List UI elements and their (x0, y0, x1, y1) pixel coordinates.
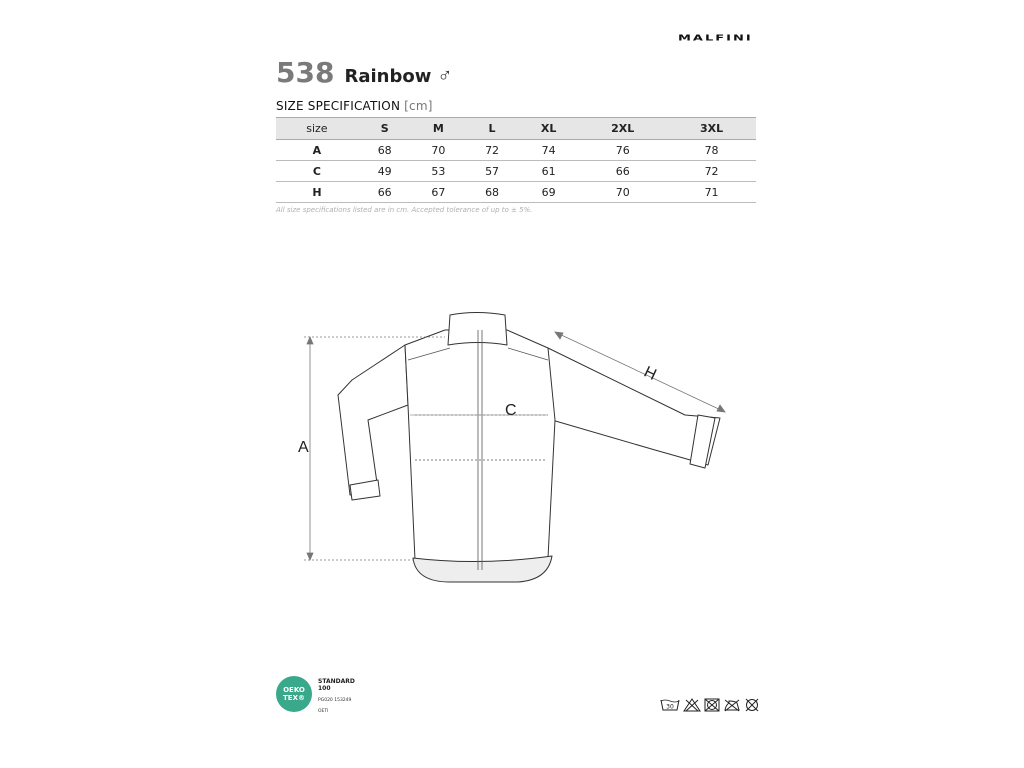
table-cell: 72 (465, 140, 519, 161)
label-a: A (298, 439, 309, 456)
column-header: 3XL (667, 118, 756, 140)
row-label: C (276, 161, 358, 182)
oeko-tex-certification (276, 676, 355, 714)
jacket-body (405, 330, 555, 565)
table-cell: 70 (412, 140, 466, 161)
table-cell: 76 (578, 140, 667, 161)
table-cell: 53 (412, 161, 466, 182)
table-cell: 66 (578, 161, 667, 182)
size-spec-unit: [cm] (404, 99, 433, 113)
table-cell: 74 (519, 140, 578, 161)
oeko-badge-line1: OEKO (283, 686, 305, 694)
table-cell: 66 (358, 182, 412, 203)
oeko-tex-text (318, 678, 378, 714)
arrow-down-icon (307, 553, 313, 560)
left-sleeve (338, 345, 408, 495)
size-spec-label: SIZE SPECIFICATION (276, 99, 401, 113)
table-cell: 49 (358, 161, 412, 182)
wash-temp: 30 (666, 703, 674, 711)
label-h: H (641, 363, 659, 384)
oeko-tex-icon (276, 676, 312, 712)
table-row (276, 182, 756, 203)
male-icon: ♂ (437, 65, 453, 87)
standard-number: 100 (318, 685, 331, 692)
column-header: L (465, 118, 519, 140)
tolerance-note: All size specifications listed are in cm. Accepted tolerance of up to ± 5%. (276, 206, 533, 214)
table-cell: 78 (667, 140, 756, 161)
wash-30-icon (660, 698, 680, 712)
table-cell: 71 (667, 182, 756, 203)
care-symbols (660, 698, 760, 712)
table-row (276, 140, 756, 161)
row-label: A (276, 140, 358, 161)
table-cell: 69 (519, 182, 578, 203)
standard-label: STANDARD (318, 678, 355, 685)
table-header-row (276, 118, 756, 140)
column-header: XL (519, 118, 578, 140)
no-iron-icon (723, 698, 741, 712)
column-header: M (412, 118, 466, 140)
product-code: 538 (276, 56, 335, 89)
arrow-end-icon (717, 405, 725, 412)
brand-logo: MALFINI (678, 34, 753, 43)
oeko-badge-line2: TEX® (283, 694, 305, 702)
column-header: S (358, 118, 412, 140)
no-bleach-icon (683, 698, 701, 712)
column-header: size (276, 118, 358, 140)
row-label: H (276, 182, 358, 203)
no-tumble-dry-icon (704, 698, 720, 712)
table-cell: 57 (465, 161, 519, 182)
table-cell: 68 (465, 182, 519, 203)
table-row (276, 161, 756, 182)
jacket-collar (448, 313, 507, 346)
table-cell: 61 (519, 161, 578, 182)
table-cell: 70 (578, 182, 667, 203)
product-title (276, 56, 452, 89)
arrow-start-icon (555, 332, 563, 339)
arrow-up-icon (307, 337, 313, 344)
no-dry-clean-icon (744, 698, 760, 712)
size-table (276, 117, 756, 203)
table-cell: 72 (667, 161, 756, 182)
certificate-institute: OETI (318, 709, 329, 714)
table-cell: 67 (412, 182, 466, 203)
label-c: C (505, 402, 517, 419)
jacket-diagram (290, 300, 740, 600)
table-cell: 68 (358, 140, 412, 161)
size-spec-title (276, 99, 433, 113)
product-name: Rainbow (344, 66, 432, 87)
certificate-number: PG020 153249 (318, 698, 352, 703)
column-header: 2XL (578, 118, 667, 140)
